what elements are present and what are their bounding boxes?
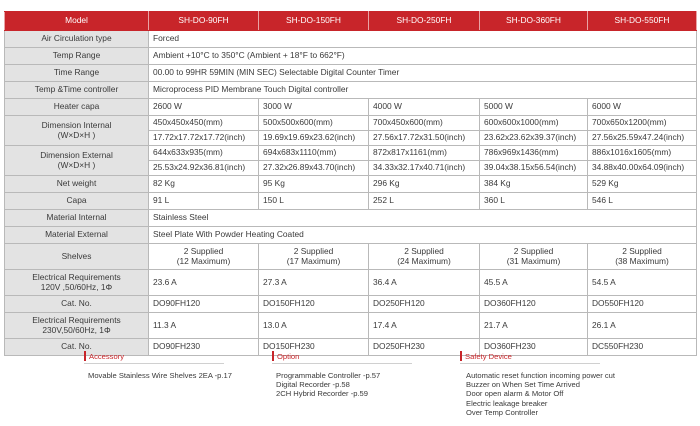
row-label: Temp Range — [5, 48, 149, 65]
shelves-maximum: (31 Maximum) — [506, 255, 561, 266]
dim-external-inch-cell: 27.32x26.89x43.70(inch) — [259, 161, 369, 176]
capa-cell: 150 L — [259, 193, 369, 210]
table-row — [5, 48, 697, 65]
net-weight-cell: 95 Kg — [259, 176, 369, 193]
table-row — [5, 193, 697, 210]
elec-230-cell: 11.3 A — [149, 313, 259, 339]
table-row — [5, 210, 697, 227]
row-label: Net weight — [5, 176, 149, 193]
dim-internal-mm-cell: 700x650x1200(mm) — [588, 116, 697, 131]
row-label: Air Circulation type — [5, 31, 149, 48]
elec-230-sublabel: 230V,50/60Hz, 1Φ — [42, 324, 111, 335]
header-model-2: SH-DO-150FH — [259, 12, 369, 31]
elec-120-cell: 23.6 A — [149, 270, 259, 296]
shelves-cell — [369, 244, 480, 270]
safety-device-title: Safety Device — [465, 351, 512, 361]
dim-external-mm-cell: 644x633x935(mm) — [149, 146, 259, 161]
dimension-external-sublabel: (W×D×H ) — [57, 159, 96, 170]
row-label: Cat. No. — [5, 296, 149, 313]
elec-230-label: Electrical Requirements — [32, 314, 121, 325]
section-marker — [460, 351, 462, 361]
header-row — [5, 12, 697, 31]
elec-230-cell: 13.0 A — [259, 313, 369, 339]
shelves-supplied: 2 Supplied — [622, 245, 662, 256]
cat-120-cell: DO90FH120 — [149, 296, 259, 313]
temp-range-value: Ambient +10°C to 350°C (Ambient + 18°F to 662°F) — [149, 48, 697, 65]
elec-120-cell: 27.3 A — [259, 270, 369, 296]
list-item: Programmable Controller -p.57 — [276, 371, 381, 380]
cat-120-cell: DO250FH120 — [369, 296, 480, 313]
elec-230-cell: 21.7 A — [480, 313, 588, 339]
capa-cell: 252 L — [369, 193, 480, 210]
dim-internal-mm-cell: 600x600x1000(mm) — [480, 116, 588, 131]
accessory-list — [84, 371, 232, 380]
cat-230-cell: DO250FH230 — [369, 339, 480, 356]
row-label: Capa — [5, 193, 149, 210]
table-row — [5, 227, 697, 244]
table-row — [5, 99, 697, 116]
row-label — [5, 146, 149, 176]
cat-120-cell: DO550FH120 — [588, 296, 697, 313]
dim-external-inch-cell: 39.04x38.15x56.54(inch) — [480, 161, 588, 176]
accessory-header — [84, 350, 232, 362]
elec-230-cell: 26.1 A — [588, 313, 697, 339]
accessory-title: Accessory — [89, 351, 125, 361]
dim-internal-inch-cell: 27.56x17.72x31.50(inch) — [369, 131, 480, 146]
shelves-cell — [480, 244, 588, 270]
row-label: Heater capa — [5, 99, 149, 116]
cat-230-cell: DO360FH230 — [480, 339, 588, 356]
shelves-supplied: 2 Supplied — [183, 245, 224, 256]
capa-cell: 546 L — [588, 193, 697, 210]
net-weight-cell: 384 Kg — [480, 176, 588, 193]
table-row — [5, 176, 697, 193]
air-circulation-value: Forced — [149, 31, 697, 48]
header-model-3: SH-DO-250FH — [369, 12, 480, 31]
header-model-1: SH-DO-90FH — [149, 12, 259, 31]
row-label: Material External — [5, 227, 149, 244]
option-section — [272, 350, 412, 399]
row-label: Time Range — [5, 65, 149, 82]
shelves-supplied: 2 Supplied — [293, 245, 334, 256]
heater-capa-cell: 4000 W — [369, 99, 480, 116]
dim-external-mm-cell: 694x683x1110(mm) — [259, 146, 369, 161]
header-model-5: SH-DO-550FH — [588, 12, 697, 31]
dim-external-inch-cell: 34.33x32.17x40.71(inch) — [369, 161, 480, 176]
shelves-maximum: (12 Maximum) — [176, 255, 231, 266]
safety-device-header — [460, 350, 615, 362]
heater-capa-cell: 3000 W — [259, 99, 369, 116]
material-external-value: Steel Plate With Powder Heating Coated — [149, 227, 697, 244]
shelves-maximum: (17 Maximum) — [286, 255, 341, 266]
list-item: Digital Recorder -p.58 — [276, 380, 350, 390]
elec-120-label: Electrical Requirements — [32, 271, 121, 282]
shelves-supplied: 2 Supplied — [513, 245, 554, 256]
dim-external-mm-cell: 886x1016x1605(mm) — [588, 146, 697, 161]
net-weight-cell: 296 Kg — [369, 176, 480, 193]
list-item: Over Temp Controller — [466, 407, 539, 417]
cat-120-cell: DO360FH120 — [480, 296, 588, 313]
net-weight-cell: 529 Kg — [588, 176, 697, 193]
dim-internal-mm-cell: 500x500x600(mm) — [259, 116, 369, 131]
shelves-cell — [588, 244, 697, 270]
table-row — [5, 65, 697, 82]
safety-device-list — [460, 371, 615, 417]
dimension-external-label: Dimension External — [40, 149, 113, 160]
dim-internal-mm-cell: 700x450x600(mm) — [369, 116, 480, 131]
heater-capa-cell: 5000 W — [480, 99, 588, 116]
list-item: Buzzer on When Set Time Arrived — [466, 380, 580, 390]
row-label: Shelves — [5, 244, 149, 270]
elec-120-cell: 36.4 A — [369, 270, 480, 296]
table-row — [5, 313, 697, 339]
elec-230-cell: 17.4 A — [369, 313, 480, 339]
row-label — [5, 116, 149, 146]
shelves-supplied: 2 Supplied — [404, 245, 444, 256]
list-item: Automatic reset function incoming power cut — [466, 371, 615, 380]
dim-external-mm-cell: 872x817x1161(mm) — [369, 146, 480, 161]
table-row — [5, 82, 697, 99]
elec-120-sublabel: 120V ,50/60Hz, 1Φ — [40, 281, 113, 292]
section-marker — [272, 351, 274, 361]
accessory-section — [84, 350, 232, 380]
list-item: Door open alarm & Motor Off — [466, 389, 564, 399]
cat-230-cell: DC550FH230 — [588, 339, 697, 356]
capa-cell: 91 L — [149, 193, 259, 210]
dim-external-inch-cell: 34.88x40.00x64.09(inch) — [588, 161, 697, 176]
shelves-cell — [149, 244, 259, 270]
heater-capa-cell: 2600 W — [149, 99, 259, 116]
dim-external-mm-cell: 786x969x1436(mm) — [480, 146, 588, 161]
list-item: 2CH Hybrid Recorder -p.59 — [276, 389, 369, 399]
table-row — [5, 296, 697, 313]
dimension-internal-label: Dimension Internal — [41, 119, 112, 130]
cat-230-cell: DO150FH230 — [259, 339, 369, 356]
table-row — [5, 31, 697, 48]
shelves-maximum: (38 Maximum) — [615, 255, 669, 266]
option-list — [272, 371, 412, 399]
row-label: Cat. No. — [5, 339, 149, 356]
table-row — [5, 116, 697, 131]
time-range-value: 00.00 to 99HR 59MIN (MIN SEC) Selectable Digital Counter Timer — [149, 65, 697, 82]
row-label: Material Internal — [5, 210, 149, 227]
dim-internal-inch-cell: 17.72x17.72x17.72(inch) — [149, 131, 259, 146]
capa-cell: 360 L — [480, 193, 588, 210]
elec-120-cell: 45.5 A — [480, 270, 588, 296]
table-row — [5, 270, 697, 296]
dim-internal-inch-cell: 19.69x19.69x23.62(inch) — [259, 131, 369, 146]
spec-table — [4, 11, 697, 356]
net-weight-cell: 82 Kg — [149, 176, 259, 193]
cat-230-cell: DO90FH230 — [149, 339, 259, 356]
row-label: Temp &Time controller — [5, 82, 149, 99]
table-row — [5, 146, 697, 161]
dim-external-inch-cell: 25.53x24.92x36.81(inch) — [149, 161, 259, 176]
safety-device-section — [460, 350, 615, 417]
cat-120-cell: DO150FH120 — [259, 296, 369, 313]
heater-capa-cell: 6000 W — [588, 99, 697, 116]
option-header — [272, 350, 412, 362]
shelves-cell — [259, 244, 369, 270]
controller-value: Microprocess PID Membrane Touch Digital controller — [149, 82, 697, 99]
section-divider — [460, 363, 600, 364]
row-label — [5, 313, 149, 339]
row-label — [5, 270, 149, 296]
header-model-4: SH-DO-360FH — [480, 12, 588, 31]
section-divider — [84, 363, 224, 364]
list-item: Electric leakage breaker — [466, 398, 548, 408]
table-row — [5, 244, 697, 270]
header-model-label: Model — [5, 12, 149, 31]
list-item: Movable Stainless Wire Shelves 2EA -p.17 — [88, 371, 232, 380]
shelves-maximum: (24 Maximum) — [397, 255, 451, 266]
option-title: Option — [277, 351, 300, 361]
dim-internal-inch-cell: 27.56x25.59x47.24(inch) — [588, 131, 697, 146]
elec-120-cell: 54.5 A — [588, 270, 697, 296]
dim-internal-inch-cell: 23.62x23.62x39.37(inch) — [480, 131, 588, 146]
material-internal-value: Stainless Steel — [149, 210, 697, 227]
section-divider — [272, 363, 412, 364]
dim-internal-mm-cell: 450x450x450(mm) — [149, 116, 259, 131]
section-marker — [84, 351, 86, 361]
dimension-internal-sublabel: (W×D×H ) — [57, 129, 96, 140]
